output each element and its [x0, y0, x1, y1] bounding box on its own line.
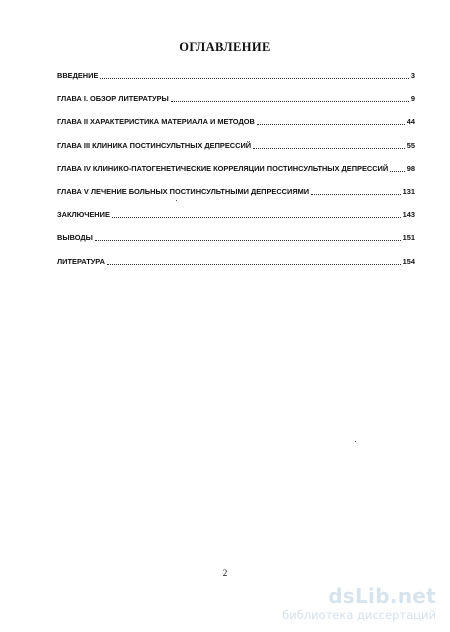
- toc-entry: [57, 117, 415, 126]
- toc-leader-dots: [100, 72, 408, 79]
- toc-entry: [57, 257, 415, 266]
- toc-entry: [57, 71, 415, 80]
- toc-entry-label: ГЛАВА III КЛИНИКА ПОСТИНСУЛЬТНЫХ ДЕПРЕССИЙ: [57, 140, 252, 150]
- toc-entry-page: 131: [402, 186, 415, 196]
- toc-leader-dots: [171, 95, 409, 102]
- watermark: [238, 584, 438, 624]
- toc-entry: [57, 233, 415, 242]
- toc-entry-page: 154: [402, 256, 415, 266]
- page-title: ОГЛАВЛЕНИЕ: [179, 40, 271, 54]
- toc-leader-dots: [311, 188, 401, 195]
- toc-entry-label: ЗАКЛЮЧЕНИЕ: [57, 210, 110, 220]
- toc-entry-page: 98: [406, 163, 415, 173]
- toc-leader-dots: [390, 165, 405, 172]
- toc-entry-label: ГЛАВА V ЛЕЧЕНИЕ БОЛЬНЫХ ПОСТИНСУЛЬТНЫМИ ДЕПРЕССИЯМИ: [57, 186, 310, 196]
- watermark-tagline: библиотека диссертаций: [282, 608, 436, 622]
- table-of-contents: [57, 71, 415, 280]
- toc-entry: [57, 141, 415, 150]
- toc-entry-page: 9: [410, 94, 415, 104]
- toc-entry-label: ГЛАВА II ХАРАКТЕРИСТИКА МАТЕРИАЛА И МЕТОДОВ: [57, 117, 255, 127]
- toc-entry: [57, 164, 415, 173]
- toc-leader-dots: [253, 142, 405, 149]
- toc-entry-label: ВЫВОДЫ: [57, 233, 93, 243]
- toc-entry-page: 55: [406, 140, 415, 150]
- toc-leader-dots: [112, 211, 401, 218]
- toc-entry: [57, 187, 415, 196]
- toc-entry-label: ЛИТЕРАТУРА: [57, 256, 105, 266]
- toc-entry-page: 3: [410, 71, 415, 80]
- scan-speck: [176, 200, 177, 201]
- watermark-logo: dsLib.net: [328, 584, 436, 608]
- toc-entry-page: 143: [402, 210, 415, 220]
- toc-entry: [57, 210, 415, 219]
- toc-entry-page: 44: [406, 117, 415, 127]
- scan-speck: [355, 441, 356, 442]
- toc-leader-dots: [257, 118, 405, 125]
- toc-entry-label: ВВЕДЕНИЕ: [57, 71, 99, 80]
- toc-entry: [57, 94, 415, 103]
- toc-entry-page: 151: [402, 233, 415, 243]
- toc-entry-label: ГЛАВА I. ОБЗОР ЛИТЕРАТУРЫ: [57, 94, 169, 104]
- toc-entry-label: ГЛАВА IV КЛИНИКО-ПАТОГЕНЕТИЧЕСКИЕ КОРРЕЛЯЦИИ ПОСТИНСУЛЬТНЫХ ДЕПРЕССИЙ: [57, 163, 389, 173]
- toc-leader-dots: [107, 258, 401, 265]
- toc-leader-dots: [95, 234, 401, 241]
- page-number: 2: [222, 568, 228, 578]
